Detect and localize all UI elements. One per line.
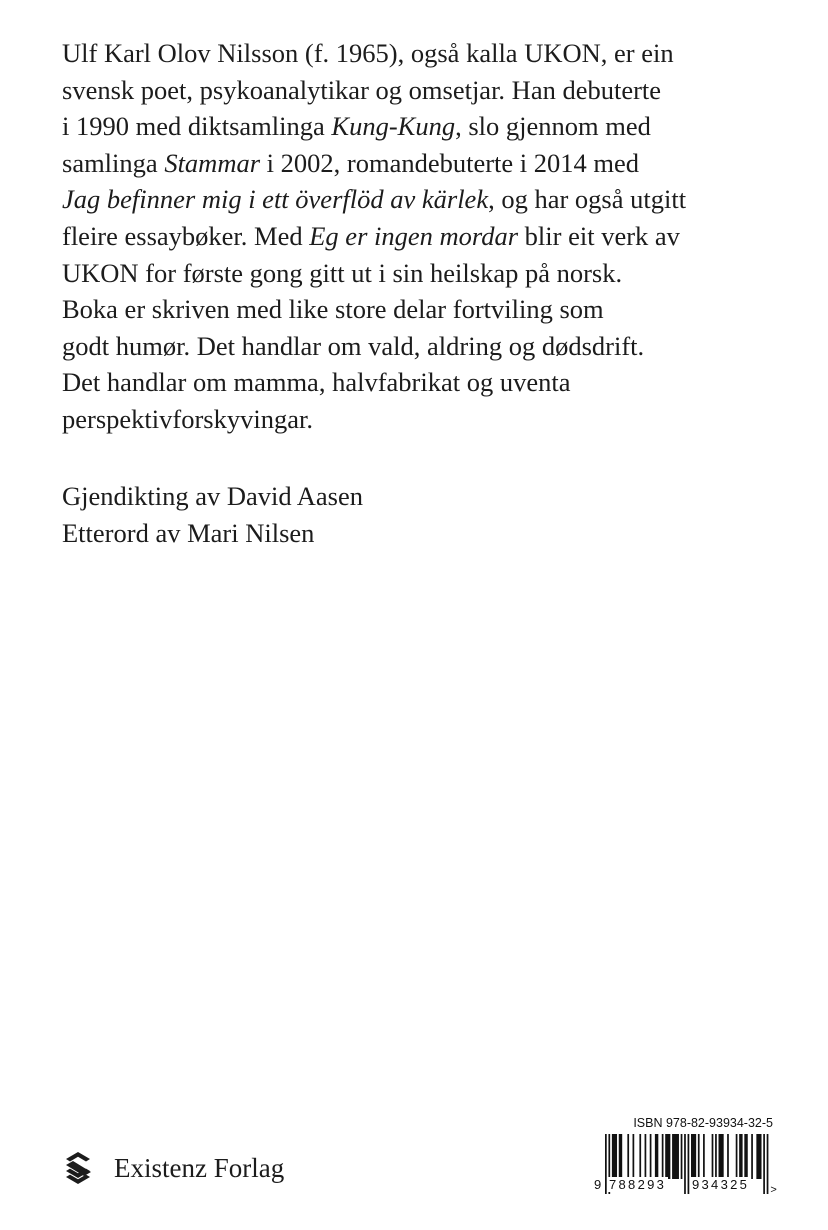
text-run: i 2002, romandebuterte i 2014 med: [260, 147, 640, 178]
publisher-imprint: [62, 1151, 284, 1185]
credits: [62, 478, 363, 551]
barcode-bar: [715, 1134, 717, 1179]
barcode-bar: [712, 1134, 714, 1179]
barcode-bar: [662, 1134, 664, 1179]
isbn-barcode: [593, 1116, 777, 1196]
barcode-bar: [655, 1134, 658, 1179]
title-italic: Eg er ingen mordar: [309, 220, 519, 251]
barcode-bar: [727, 1134, 729, 1179]
text-run: svensk poet, psykoanalytikar og omsetjar. Han debuterte: [62, 74, 662, 105]
barcode-bar: [703, 1134, 705, 1179]
barcode-bar: [665, 1134, 670, 1179]
barcode-bar: [650, 1134, 652, 1179]
title-italic: Kung-Kung: [331, 111, 456, 142]
description-line: [62, 218, 782, 255]
description-line: [62, 35, 782, 72]
barcode-bar: [744, 1134, 747, 1179]
barcode-bar: [681, 1134, 683, 1179]
text-run: godt humør. Det handlar om vald, aldring og dødsdrift.: [62, 330, 645, 361]
afterword-credit: Etterord av Mari Nilsen: [62, 517, 315, 548]
description-line: [62, 255, 782, 292]
barcode-bar: [645, 1134, 647, 1179]
text-run: Boka er skriven med like store delar fortviling som: [62, 294, 604, 325]
translator-credit: Gjendikting av David Aasen: [62, 481, 364, 511]
barcode-digits: [593, 1177, 773, 1192]
description-line: [62, 401, 782, 438]
barcode-bar: [619, 1134, 622, 1179]
description-line: [62, 364, 782, 401]
description-line: [62, 181, 782, 218]
barcode-bar: [627, 1134, 629, 1179]
text-run: Det handlar om mamma, halvfabrikat og uventa: [62, 367, 571, 398]
barcode-bar: [739, 1134, 742, 1179]
barcode-quiet-zone-marker: >: [770, 1184, 777, 1196]
barcode-digit-group-left: 788293: [609, 1177, 667, 1192]
barcode-bar: [691, 1134, 696, 1179]
barcode-bar: [751, 1134, 753, 1179]
title-italic: Stammar: [164, 147, 261, 178]
barcode-bar: [698, 1134, 700, 1179]
description-line: [62, 145, 782, 182]
description-line: [62, 291, 782, 328]
text-run: , slo gjennom med: [455, 111, 651, 142]
barcode-digit-lead: 9: [594, 1177, 602, 1192]
text-run: fleire essaybøker. Med: [62, 220, 310, 251]
text-run: UKON for første gong gitt ut i sin heilskap på norsk.: [62, 257, 623, 288]
existenz-logo-icon: [62, 1151, 94, 1185]
text-run: Ulf Karl Olov Nilsson (f. 1965), også kalla UKON, er ein: [62, 38, 674, 68]
barcode-bar: [672, 1134, 679, 1179]
description-line: [62, 72, 782, 109]
publisher-name: Existenz Forlag: [114, 1153, 285, 1183]
barcode-digit-group-right: 934325: [692, 1177, 750, 1192]
book-description: [62, 35, 782, 438]
text-run: i 1990 med diktsamlinga: [62, 111, 332, 142]
text-run: perspektivforskyvingar.: [62, 403, 313, 434]
description-line: [62, 328, 782, 365]
barcode-bar: [736, 1134, 738, 1179]
barcode-bar: [612, 1134, 617, 1179]
isbn-label: ISBN 978-82-93934-32-5: [633, 1116, 773, 1130]
description-line: [62, 108, 782, 145]
barcode-bar: [719, 1134, 724, 1179]
text-run: blir eit verk av: [518, 220, 680, 251]
barcode-bar: [633, 1134, 635, 1179]
text-run: samlinga: [62, 147, 165, 178]
barcode-bar: [639, 1134, 641, 1179]
title-italic: Jag befinner mig i ett överflöd av kärlek: [62, 184, 489, 215]
barcode-bar: [756, 1134, 761, 1179]
text-run: , og har også utgitt: [488, 184, 687, 215]
